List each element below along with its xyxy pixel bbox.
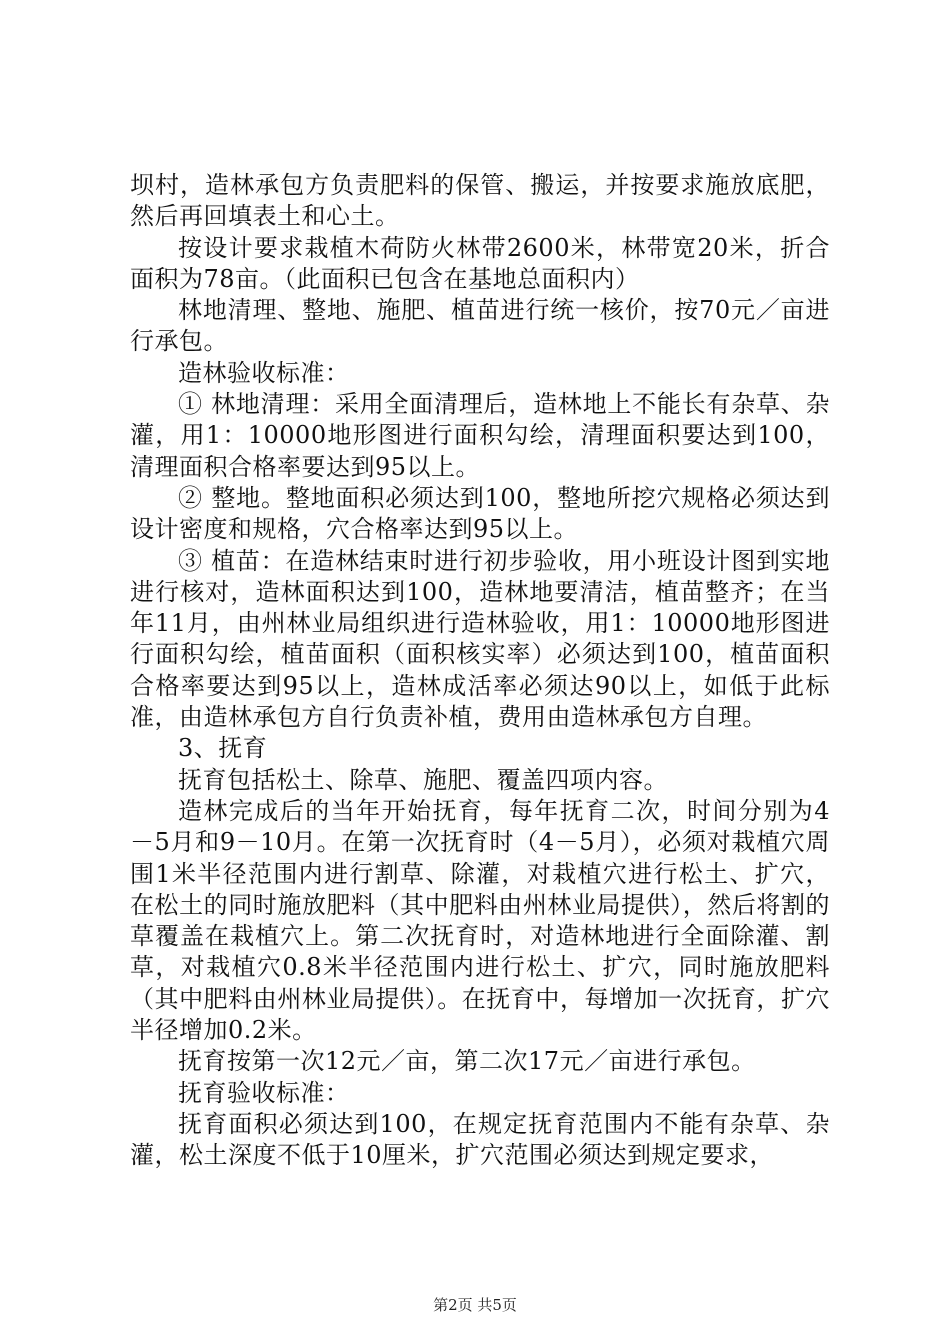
paragraph-firebreak-belt: 按设计要求栽植木荷防火林带2600米，林带宽20米，折合面积为78亩。（此面积已包含在基地总面积内） <box>130 233 830 293</box>
page-number-footer: 第2页 共5页 <box>433 1296 517 1314</box>
paragraph-site-clearing: ① 林地清理：采用全面清理后，造林地上不能长有杂草、杂灌，用1：10000地形图进行面积勾绘，清理面积要达到100，清理面积合格率要达到95以上。 <box>130 390 830 481</box>
paragraph-tending-acceptance: 抚育面积必须达到100，在规定抚育范围内不能有杂草、杂灌，松土深度不低于10厘米，扩穴范围必须达到规定要求， <box>130 1109 830 1170</box>
paragraph-tending-schedule: 造林完成后的当年开始抚育，每年抚育二次，时间分别为4－5月和9－10月。在第一次抚育时（4－5月），必须对栽植穴周围1米半径范围内进行割草、除灌，对栽植穴进行松土、扩穴，在松土的同时施放肥料（其中肥料由州林业局提供），然后将割的草覆盖在栽植穴上。第二次抚育时，对造林地进行全面除灌、割草，对栽植穴0.8米半径范围内进行松土、扩穴，同时施放肥料（其中肥料由州林业局提供）。在抚育中，每增加一次抚育，扩穴半径增加0.2米。 <box>130 796 830 1045</box>
paragraph-tending-price: 抚育按第一次12元／亩，第二次17元／亩进行承包。 <box>178 1047 756 1076</box>
paragraph-seedling-planting: ③ 植苗：在造林结束时进行初步验收，用小班设计图到实地进行核对，造林面积达到100，造林地要清洁，植苗整齐；在当年11月，由州林业局组织进行造林验收，用1：10000地形图进行面积勾绘，植苗面积（面积核实率）必须达到100，植苗面积合格率要达到95以上，造林成活率必须达90以上，如低于此标准，由造林承包方自行负责补植，费用由造林承包方自理。 <box>130 546 830 732</box>
document-body <box>130 170 830 1172</box>
heading-tending: 3、抚育 <box>178 734 268 763</box>
paragraph-fertilizer-continuation: 坝村，造林承包方负责肥料的保管、搬运，并按要求施放底肥，然后再回填表土和心土。 <box>130 171 830 231</box>
heading-afforestation-acceptance: 造林验收标准： <box>178 358 350 387</box>
paragraph-tending-content: 抚育包括松土、除草、施肥、覆盖四项内容。 <box>178 765 668 794</box>
paragraph-planting-price: 林地清理、整地、施肥、植苗进行统一核价，按70元／亩进行承包。 <box>130 296 830 356</box>
paragraph-soil-preparation: ② 整地。整地面积必须达到100，整地所挖穴规格必须达到设计密度和规格，穴合格率达到95以上。 <box>130 483 830 544</box>
heading-tending-acceptance: 抚育验收标准： <box>178 1078 350 1107</box>
